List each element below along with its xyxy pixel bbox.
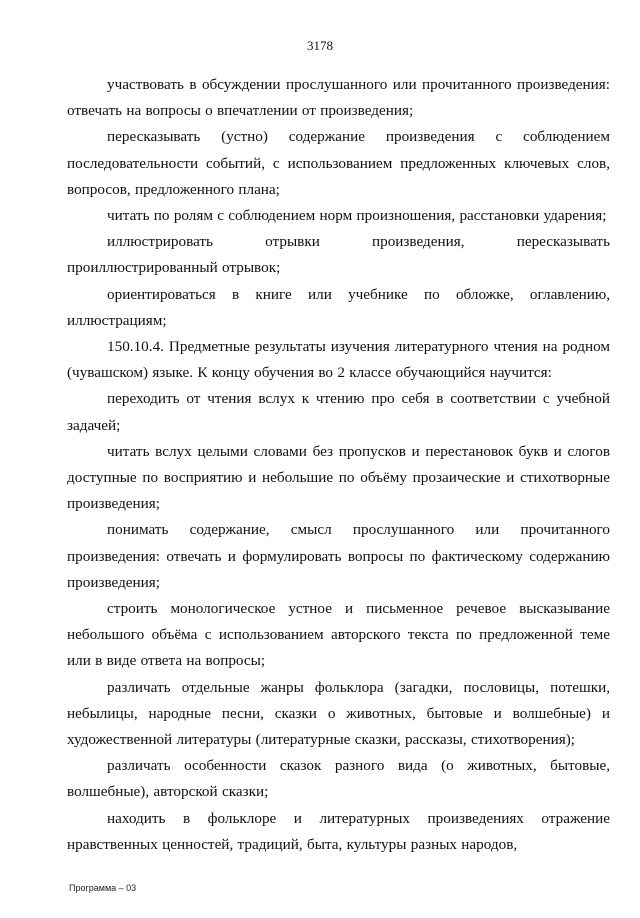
paragraph: иллюстрировать отрывки произведения, пересказывать проиллюстрированный отрывок; — [67, 233, 610, 277]
paragraph: различать особенности сказок разного вида (о животных, бытовые, волшебные), авторской сказки; — [67, 757, 610, 801]
paragraph: строить монологическое устное и письменное речевое высказывание небольшого объёма с использованием авторского текста по предложенной теме или в виде ответа на вопросы; — [67, 600, 610, 670]
paragraph: понимать содержание, смысл прослушанного или прочитанного произведения: отвечать и формулировать вопросы по фактическому содержанию произведения; — [67, 521, 610, 591]
paragraph: читать вслух целыми словами без пропусков и перестановок букв и слогов доступные по восприятию и небольшие по объёму прозаические и стихотворные произведения; — [67, 442, 610, 513]
page-number: 3178 — [307, 38, 333, 53]
document-body — [67, 72, 610, 858]
paragraph: различать отдельные жанры фольклора (загадки, пословицы, потешки, небылицы, народные песни, сказки о животных, бытовые и волшебные) и художественной литературы (литературные сказки, рассказы, стихотворения); — [67, 678, 610, 749]
paragraph: переходить от чтения вслух к чтению про себя в соответствии с учебной задачей; — [67, 390, 610, 434]
section-paragraph: 150.10.4. Предметные результаты изучения литературного чтения на родном (чувашском) языке. К концу обучения во 2 классе обучающийся научится: — [67, 338, 610, 382]
footer-program-label: Программа – 03 — [69, 883, 137, 893]
paragraph: участвовать в обсуждении прослушанного или прочитанного произведения: отвечать на вопросы о впечатлении от произведения; — [67, 76, 610, 120]
paragraph: пересказывать (устно) содержание произведения с соблюдением последовательности событий, с использованием предложенных ключевых слов, вопросов, предложенного плана; — [67, 128, 610, 198]
paragraph: ориентироваться в книге или учебнике по обложке, оглавлению, иллюстрациям; — [67, 285, 610, 329]
paragraph: находить в фольклоре и литературных произведениях отражение нравственных ценностей, традиций, быта, культуры разных народов, — [67, 809, 610, 853]
paragraph: читать по ролям с соблюдением норм произношения, расстановки ударения; — [107, 207, 607, 225]
